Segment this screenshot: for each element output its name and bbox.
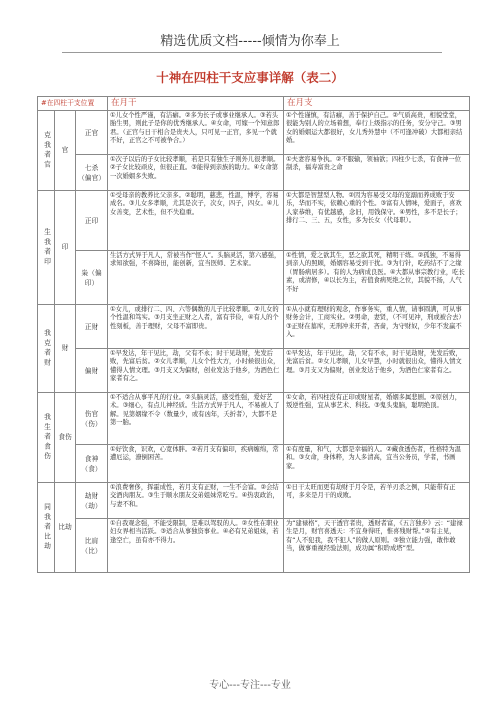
month-stem-cell: ①自我观念强，不能受限制，是难以驾驭的人。②女性在职业妇女界相当活跃。③适合从事独资事业。④必有兄弟姐妹，若逢空亡，虽有亦不得力。 (108, 519, 284, 573)
table-row (38, 155, 470, 191)
table-row (38, 349, 470, 393)
page-footer: 专心---专注---专业 (209, 680, 291, 691)
month-stem-cell: ①受母亲的教养比父亲多。②聪明，慈悲，性温，博学，容易成名。③儿女多孝顺，尤其是次子，次女，四子，四女。④儿女善变，艺术性，但不失稳重。 (108, 191, 284, 251)
subcategory-label: 官 (55, 111, 76, 191)
category-label: 生我者印 (38, 191, 55, 305)
star-label: 七杀（偏官） (76, 155, 108, 191)
category-label: 我克者财 (38, 305, 55, 393)
table-row (38, 445, 470, 483)
month-stem-cell: ①次子以后的子女比较孝顺，若是只有独生子则外儿很孝顺。②子女比较顽皮，但很正直。③能得到亲族的助力。④女命第一次婚姻多失败。 (108, 155, 284, 191)
table-body (38, 111, 470, 573)
month-branch-cell: ①大都是智慧型人物。②因为容易受父母的宠溺而养成败于安乐，华而不实，依赖心重的个性。③富有人情味，爱面子，喜欢人家恭维，有优越感，念旧，用钱保守。④男性，多不是长子；排行二、三、五，女性，多为长女（代母职）。 (284, 191, 470, 251)
month-branch-cell: ①有度量，和气，大都是幸福的人。②藏食透伤者，性格特为温和。③女命，身体粹，为人多清高，宜当公务员，学者，书画家。 (284, 445, 470, 483)
month-branch-cell: ①性情，爱之欲其生，恶之欲其死，精明干练。②孤独，不易得到亲人的照顾，婚姻容易受到干扰。③为行针，吃药结不了之缘（胃肠病居多）。有的人为病成良医。④大都从事宗教行业，吃长素，或清修，④以长为主，若值食病死绝之位，其貌不扬，人气不好 (284, 251, 470, 305)
star-label: 劫财（劫） (76, 483, 108, 519)
header-divider (62, 52, 442, 53)
month-stem-cell: ①儿女个性严谨，有洁癖。②多为长子或事业继承人。③若头胎生男，则此子是你的优秀继承人。④女命，可嫁一个知意郎君。（正官与日干相合是贵夫人，只可见一正官，多见一个就不好，正官之不可被争合。） (108, 111, 284, 155)
month-branch-cell: ①女命，若四柱没有正印或财星者，婚姻多属悲剧。②原创力，叛逆性强，宜从事艺术、科技。③鬼头鬼脑，聪明绝顶。 (284, 393, 470, 445)
star-label: 食神（食） (76, 445, 108, 483)
column-header-month-branch: 在月支 (284, 97, 470, 111)
table-row (38, 191, 470, 251)
page-header: 精选优质文档-----倾情为你奉上 (160, 34, 340, 49)
star-label: 比肩（比） (76, 519, 108, 573)
category-label: 我生者食伤 (38, 393, 55, 483)
category-label: 同我者比劫 (38, 483, 55, 573)
month-stem-cell: 生活方式异于凡人，常被当作“怪人”。头脑灵活，第六感强，求知欲强，不喜降田，能创新，宜当医师、艺术家。 (108, 251, 284, 305)
month-branch-cell: 为“建禄格”，天干透官者贵，透财者富，《五言独步》云：“建禄生是月，财官喜透天：不宜身得旺，惟喜残财帮。”②有主见，有“人不犯我，我不犯人”的做人原则。③独立能力强，敢作敢当，做事重视经验法则，成功属“积聆成塔”型。 (284, 519, 470, 573)
subcategory-label: 比劫 (55, 483, 76, 573)
month-stem-cell: ①好饮食，识欢，心宽体胖。②若月支有偏印，疾病缠绵，常遭厄运，潦倒困苦。 (108, 445, 284, 483)
table-header-row (38, 97, 470, 111)
subcategory-label: 印 (55, 191, 76, 305)
month-branch-cell: ①早发达，年干见比，劫，父有不永，时干见劫财，先发后败，先富后贫。②女儿孝顺，儿女早慧，小时就很出众，懂得人情文理。③月支又为偏财，创业发达于他乡，为酒色仁家者有之。 (284, 349, 470, 393)
star-label: 正印 (76, 191, 108, 251)
document-title: 十神在四柱干支应事详解（表二） (156, 70, 344, 85)
month-branch-cell: ①日干太旺而更有劫财于月令是，若羊刃杀之例，只能带有正可，多来是月干的成败。 (284, 483, 470, 519)
subcategory-label: 食伤 (55, 393, 76, 483)
month-stem-cell: ①女儿，或排行二、四、六等偶数的儿子比较孝顺。②儿女的个性温和笃实。③月支坐正财之人者，富有节俭，④有人的个性刻板，善于理财，父母不富即贵。 (108, 305, 284, 349)
subcategory-label: 财 (55, 305, 76, 393)
star-label: 伤官（伤） (76, 393, 108, 445)
category-label: 克我者官 (38, 111, 55, 191)
table-row (38, 393, 470, 445)
table-row (38, 251, 470, 305)
ten-gods-table (37, 96, 470, 573)
star-label: 枭（偏印） (76, 251, 108, 305)
column-header-position: #在四柱干支位置 (38, 97, 108, 111)
star-label: 偏财 (76, 349, 108, 393)
table-row (38, 111, 470, 155)
column-header-month-stem: 在月干 (108, 97, 284, 111)
table-row (38, 519, 470, 573)
table-row (38, 305, 470, 349)
month-branch-cell: ①个性谨慎，有洁癖，善于保护自己。②气质高贵，相貌堂堂，很能为别人的立场着想，奉行上级指示的任务，安分守己。③男女的婚姻运大都很好，女儿秀外慧中（不可逢冲破）大都相亲结婚。 (284, 111, 470, 155)
month-branch-cell: ①夫妻容易争执。②不服输，领袖欲；四柱少七杀，有食神一位制杀，福寿富贵之命 (284, 155, 470, 191)
month-stem-cell: ①浪费奢侈，挥霍成性，若月支有正财，一生不会富。②会结交酒肉朋友。③生于顺水朋友交弟姐妹常吃亏。④热衷政治，与妻不和。 (108, 483, 284, 519)
star-label: 正财 (76, 305, 108, 349)
month-branch-cell: ①从小就有理财的观念，作事务实，重人情，请事圆满，可从事财务会计，工商实业。②男命，妻贤，（不可见冲，刑或被合去）③正财在墓库，无刑冲来开者，吝啬，为守财奴，少年不发赢不入。 (284, 305, 470, 349)
star-label: 正官 (76, 111, 108, 155)
month-stem-cell: ①不适合从事平凡的行业。②头脑灵活，感受性强，爱好艺术。③细心，有点儿神经质。生活方式异于凡人，不易被人了解。见第姻缘不令（数量少，或有凶年，夭折者），大都不是第一胎。 (108, 393, 284, 445)
table-row (38, 483, 470, 519)
month-stem-cell: ①早发达，年干见比，劫，父有不永；时干见劫财，先发后败，先富后贫。②女儿孝顺，儿女个性大方，小时候很出众，懂得人情文理。③月支又为偏财，创业发达于他乡，为酒色仁家者有之。 (108, 349, 284, 393)
